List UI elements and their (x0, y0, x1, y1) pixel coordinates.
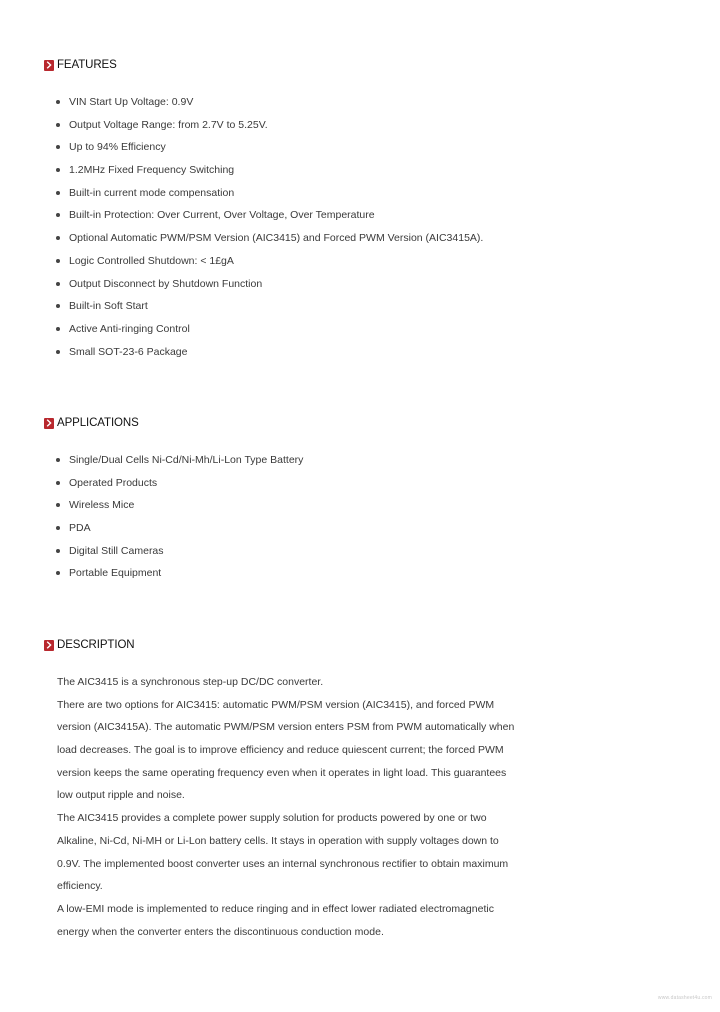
list-item-text: Digital Still Cameras (69, 544, 164, 557)
description-line: Alkaline, Ni-Cd, Ni-MH or Li-Lon battery cells. It stays in operation with supply voltages down to (57, 834, 499, 847)
list-item-text: Operated Products (69, 476, 158, 489)
list-item (55, 254, 483, 277)
bullet-icon (56, 526, 60, 530)
features-title: FEATURES (57, 59, 117, 71)
list-item-text: Wireless Mice (69, 499, 135, 512)
bullet-icon (56, 100, 60, 104)
chevron-right-icon (44, 60, 54, 71)
list-item-text: PDA (69, 522, 91, 535)
description-line: The AIC3415 provides a complete power supply solution for products powered by one or two (57, 812, 487, 825)
list-item (55, 163, 483, 186)
description-line: version keeps the same operating frequency even when it operates in light load. This guarantees (57, 766, 507, 779)
bullet-icon (56, 145, 60, 149)
description-line: The AIC3415 is a synchronous step-up DC/DC converter. (57, 676, 324, 688)
list-item-text: Single/Dual Cells Ni-Cd/Ni-Mh/Li-Lon Type Battery (69, 454, 304, 466)
list-item (55, 566, 303, 589)
list-item (55, 231, 483, 254)
bullet-icon (56, 213, 60, 217)
list-item-text: 1.2MHz Fixed Frequency Switching (69, 164, 235, 177)
list-item (55, 544, 303, 567)
description-line: There are two options for AIC3415: automatic PWM/PSM version (AIC3415), and forced PWM (57, 698, 495, 711)
list-item (55, 277, 483, 300)
applications-title: APPLICATIONS (57, 417, 139, 429)
bullet-icon (56, 191, 60, 195)
list-item-text: VIN Start Up Voltage: 0.9V (69, 96, 194, 108)
features-heading (44, 58, 117, 72)
bullet-icon (56, 327, 60, 331)
bullet-icon (56, 123, 60, 127)
list-item (55, 322, 483, 345)
bullet-icon (56, 481, 60, 485)
list-item-text: Portable Equipment (69, 567, 162, 580)
list-item (55, 453, 303, 476)
chevron-right-icon (44, 418, 54, 429)
list-item (55, 299, 483, 322)
list-item (55, 95, 483, 118)
bullet-icon (56, 259, 60, 263)
list-item-text: Small SOT-23-6 Package (69, 345, 188, 358)
list-item (55, 140, 483, 163)
description-line: 0.9V. The implemented boost converter uses an internal synchronous rectifier to obtain maximum (57, 857, 509, 870)
bullet-icon (56, 458, 60, 462)
list-item (55, 521, 303, 544)
list-item-text: Active Anti-ringing Control (69, 322, 190, 335)
applications-heading (44, 416, 139, 430)
list-item (55, 345, 483, 368)
bullet-icon (56, 549, 60, 553)
description-line: low output ripple and noise. (57, 789, 185, 802)
bullet-icon (56, 168, 60, 172)
description-title: DESCRIPTION (57, 639, 135, 651)
bullet-icon (56, 503, 60, 507)
list-item-text: Output Voltage Range: from 2.7V to 5.25V. (69, 118, 268, 131)
list-item-text: Optional Automatic PWM/PSM Version (AIC3415) and Forced PWM Version (AIC3415A). (69, 232, 484, 245)
list-item-text: Built-in Protection: Over Current, Over Voltage, Over Temperature (69, 209, 375, 222)
description-heading (44, 638, 135, 652)
bullet-icon (56, 236, 60, 240)
features-list (55, 95, 483, 367)
list-item (55, 498, 303, 521)
applications-list (55, 453, 303, 589)
list-item-text: Built-in current mode compensation (69, 186, 235, 199)
description-line: load decreases. The goal is to improve efficiency and reduce quiescent current; the forced PWM (57, 744, 504, 757)
description-line: energy when the converter enters the discontinuous conduction mode. (57, 925, 384, 938)
bullet-icon (56, 571, 60, 575)
list-item-text: Output Disconnect by Shutdown Function (69, 277, 263, 290)
description-body (57, 675, 527, 947)
description-line: efficiency. (57, 880, 103, 893)
list-item (55, 186, 483, 209)
bullet-icon (56, 350, 60, 354)
description-line: A low-EMI mode is implemented to reduce ringing and in effect lower radiated electromagnetic (57, 902, 494, 915)
watermark: www.datasheet4u.com (657, 995, 712, 1001)
list-item (55, 118, 483, 141)
list-item-text: Logic Controlled Shutdown: < 1£gA (69, 254, 234, 267)
list-item-text: Built-in Soft Start (69, 300, 148, 313)
bullet-icon (56, 304, 60, 308)
description-line: version (AIC3415A). The automatic PWM/PSM version enters PSM from PWM automatically when (57, 721, 515, 734)
list-item-text: Up to 94% Efficiency (69, 141, 166, 154)
chevron-right-icon (44, 640, 54, 651)
bullet-icon (56, 282, 60, 286)
list-item (55, 208, 483, 231)
list-item (55, 476, 303, 499)
